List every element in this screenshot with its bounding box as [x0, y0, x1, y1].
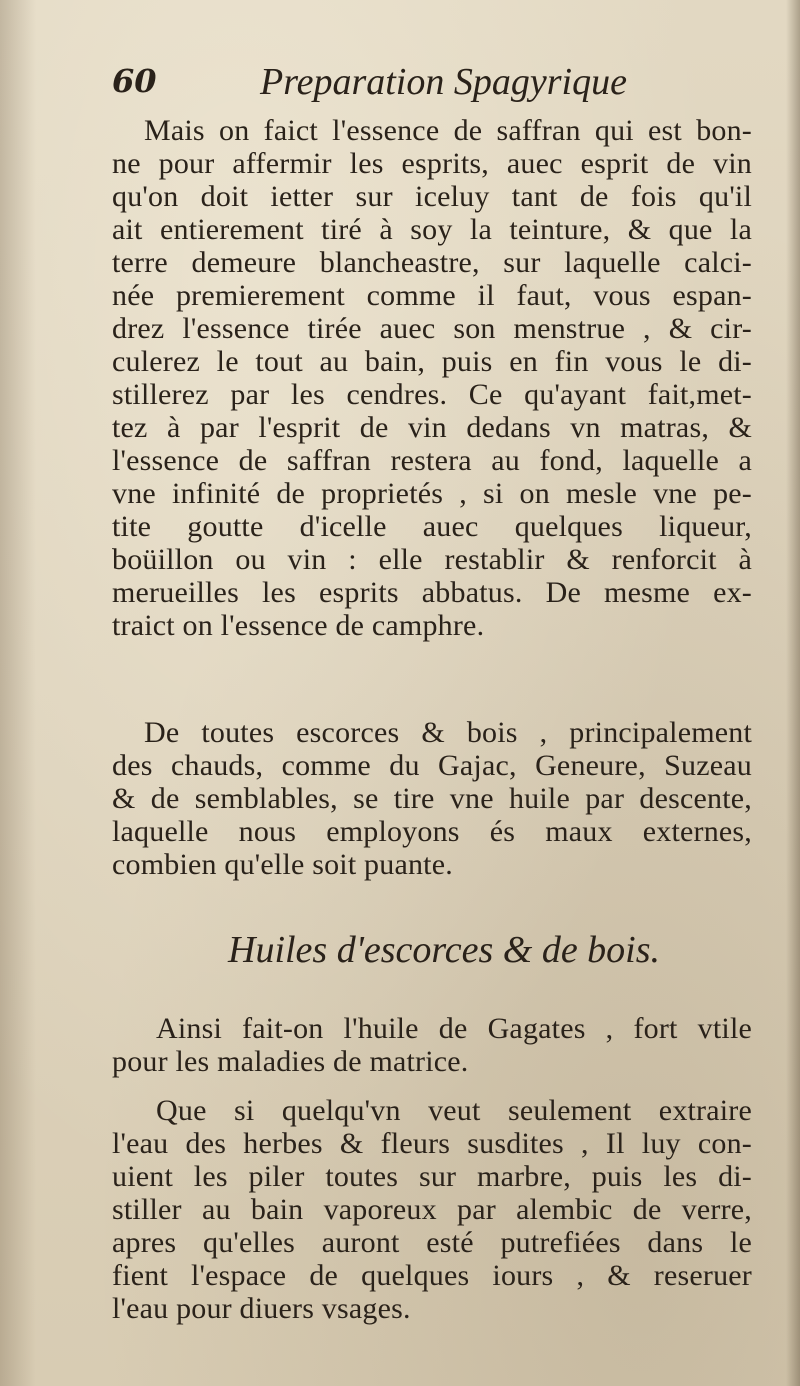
text-line: stillerez par les cendres. Ce qu'ayant fait,met- — [112, 378, 752, 411]
text-line: De toutes escorces & bois , principalement — [144, 716, 752, 749]
text-line: ait entierement tiré à soy la teinture, & que la — [112, 213, 752, 246]
text-line: l'eau des herbes & fleurs susdites , Il luy con- — [112, 1127, 752, 1160]
text-line: née premierement comme il faut, vous espan- — [112, 279, 752, 312]
paragraph-bark-wood-oil — [112, 716, 752, 881]
text-line: pour les maladies de matrice. — [112, 1045, 469, 1078]
text-line: Mais on faict l'essence de saffran qui est bon- — [144, 114, 752, 147]
text-line: terre demeure blancheastre, sur laquelle calci- — [112, 246, 752, 279]
paragraph-herb-water — [112, 1094, 752, 1325]
paragraph-gagates-oil — [112, 1012, 752, 1078]
text-line: laquelle nous employons és maux externes, — [112, 815, 752, 848]
page-number: 60 — [112, 62, 157, 100]
text-line: tite goutte d'icelle auec quelques liqueur, — [112, 510, 752, 543]
text-line: culerez le tout au bain, puis en fin vous le di- — [112, 345, 752, 378]
page-header — [112, 60, 712, 110]
text-line: combien qu'elle soit puante. — [112, 848, 453, 881]
text-line: boüillon ou vin : elle restablir & renforcit à — [112, 543, 752, 576]
section-heading: Huiles d'escorces & de bois. — [228, 929, 661, 971]
paragraph-saffron-essence — [112, 114, 752, 642]
text-line: uient les piler toutes sur marbre, puis les di- — [112, 1160, 752, 1193]
text-line: & de semblables, se tire vne huile par descente, — [112, 782, 752, 815]
running-title: Preparation Spagyrique — [260, 61, 627, 103]
text-line: Que si quelqu'vn veut seulement extraire — [156, 1094, 752, 1127]
text-line: l'essence de saffran restera au fond, laquelle a — [112, 444, 752, 477]
text-line: vne infinité de proprietés , si on mesle vne pe- — [112, 477, 752, 510]
text-line: Ainsi fait-on l'huile de Gagates , fort vtile — [156, 1012, 752, 1045]
text-line: fient l'espace de quelques iours , & reseruer — [112, 1259, 752, 1292]
text-line: l'eau pour diuers vsages. — [112, 1292, 411, 1325]
text-line: traict on l'essence de camphre. — [112, 609, 485, 642]
text-line: merueilles les esprits abbatus. De mesme ex- — [112, 576, 752, 609]
text-line: des chauds, comme du Gajac, Geneure, Suzeau — [112, 749, 752, 782]
text-line: stiller au bain vaporeux par alembic de verre, — [112, 1193, 752, 1226]
text-line: ne pour affermir les esprits, auec esprit de vin — [112, 147, 752, 180]
text-line: drez l'essence tirée auec son menstrue , & cir- — [112, 312, 752, 345]
text-line: qu'on doit ietter sur iceluy tant de fois qu'il — [112, 180, 752, 213]
text-line: tez à par l'esprit de vin dedans vn matras, & — [112, 411, 752, 444]
text-line: apres qu'elles auront esté putrefiées dans le — [112, 1226, 752, 1259]
